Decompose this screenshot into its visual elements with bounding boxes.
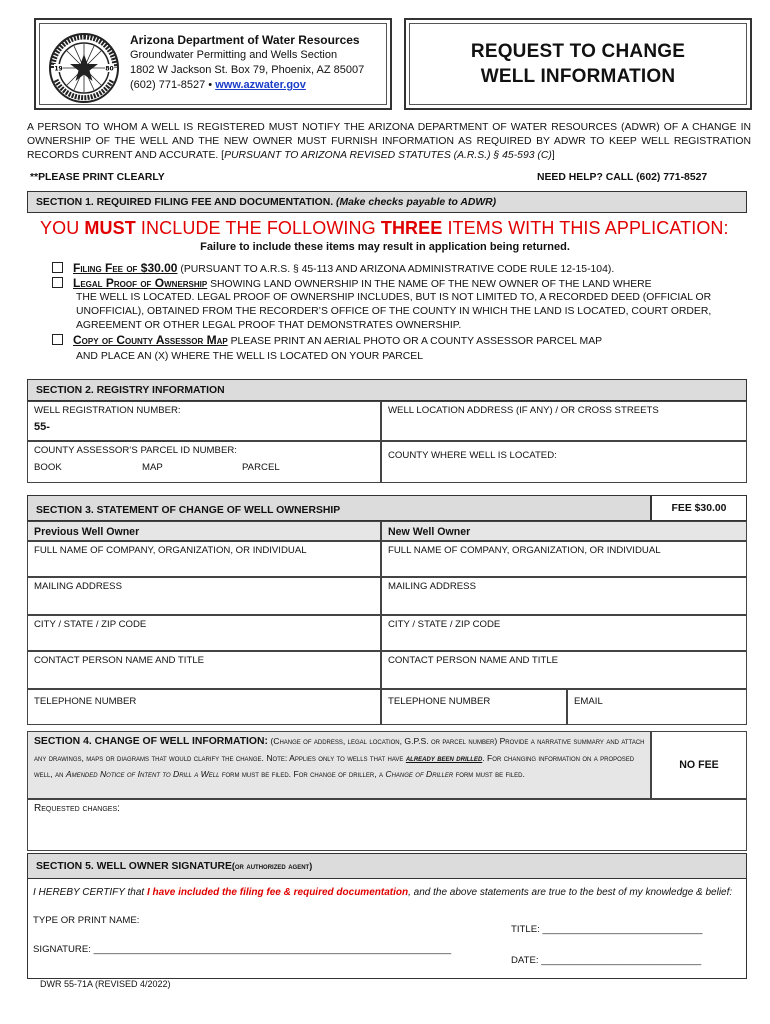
svg-text:19: 19 bbox=[54, 65, 63, 73]
new-owner-header: New Well Owner bbox=[381, 521, 747, 541]
title-field[interactable]: TITLE: ______________________________ bbox=[511, 924, 703, 935]
well-location-field[interactable]: WELL LOCATION ADDRESS (IF ANY) / OR CROSS STREETS bbox=[381, 401, 747, 441]
new-contact-field[interactable]: CONTACT PERSON NAME AND TITLE bbox=[381, 651, 747, 689]
must-include-heading: YOU MUST INCLUDE THE FOLLOWING THREE ITEMS WITH THIS APPLICATION: bbox=[40, 218, 729, 238]
certification-statement: I HEREBY CERTIFY that I have included the filing fee & required documentation, and the above statements are true to the best of my knowledge & belief: bbox=[33, 887, 733, 898]
assessor-map-checkbox[interactable] bbox=[52, 334, 63, 345]
adwr-seal-logo bbox=[48, 32, 120, 104]
agency-phone: (602) 771-8527 • bbox=[130, 79, 213, 91]
well-registration-prefix: 55- bbox=[34, 421, 50, 433]
new-email-field[interactable]: EMAIL bbox=[567, 689, 747, 725]
new-phone-field[interactable]: TELEPHONE NUMBER bbox=[381, 689, 567, 725]
parcel-map-label: MAP bbox=[142, 462, 163, 473]
county-field[interactable]: COUNTY WHERE WELL IS LOCATED: bbox=[381, 441, 747, 483]
item-assessor-map: Copy of County Assessor Map PLEASE PRINT AN AERIAL PHOTO OR A COUNTY ASSESSOR PARCEL MAP bbox=[52, 333, 742, 349]
agency-section: Groundwater Permitting and Wells Section bbox=[130, 49, 338, 61]
legal-proof-checkbox[interactable] bbox=[52, 277, 63, 288]
form-title-line2: WELL INFORMATION bbox=[480, 66, 676, 87]
prev-contact-field[interactable]: CONTACT PERSON NAME AND TITLE bbox=[27, 651, 381, 689]
well-registration-field[interactable]: WELL REGISTRATION NUMBER: 55- bbox=[27, 401, 381, 441]
assessor-map-detail: AND PLACE AN (X) WHERE THE WELL IS LOCATED ON YOUR PARCEL bbox=[76, 351, 424, 362]
form-title-box bbox=[404, 18, 752, 110]
print-clearly-note: **PLEASE PRINT CLEARLY bbox=[30, 172, 165, 183]
form-title-line1: REQUEST TO CHANGE bbox=[470, 41, 686, 62]
agency-address: 1802 W Jackson St. Box 79, Phoenix, AZ 85007 bbox=[130, 64, 365, 76]
legal-proof-detail: THE WELL IS LOCATED. LEGAL PROOF OF OWNERSHIP INCLUDES, BUT IS NOT LIMITED TO, A RECORDED DEED (OFFICIAL OR UNOFFICIAL), OBTAINED FROM THE RECORDER’S OFFICE OF THE COUNTY IN WHICH THE LAND IS LOCATED, COURT ORDER, AGREEMENT OR OTHER LEGAL PROOF THAT DEMONSTRATES OWNERSHIP. bbox=[76, 292, 712, 331]
section4-no-fee: NO FEE bbox=[651, 731, 747, 799]
agency-name: Arizona Department of Water Resources bbox=[130, 33, 360, 47]
date-field[interactable]: DATE: ______________________________ bbox=[511, 955, 702, 966]
parcel-number-label: PARCEL bbox=[242, 462, 280, 473]
new-mailing-field[interactable]: MAILING ADDRESS bbox=[381, 577, 747, 615]
previous-owner-header: Previous Well Owner bbox=[27, 521, 381, 541]
svg-text:80: 80 bbox=[105, 65, 114, 73]
failure-warning: Failure to include these items may result in application being returned. bbox=[200, 241, 570, 253]
filing-fee-checkbox[interactable] bbox=[52, 262, 63, 273]
intro-paragraph: A PERSON TO WHOM A WELL IS REGISTERED MUST NOTIFY THE ARIZONA DEPARTMENT OF WATER RESOURCES (ADWR) OF A CHANGE IN OWNERSHIP OF THE WELL AND THE NEW OWNER MUST FURNISH INFORMATION AS REQUIRED BY ADWR TO KEEP WELL REGISTRATION RECORDS CURRENT AND ACCURATE. [PURSUANT TO ARIZONA REVISED STATUTES (A.R.S.) § 45-593 (C)] bbox=[27, 122, 751, 161]
item-filing-fee: Filing Fee of $30.00 (PURSUANT TO A.R.S. § 45-113 AND ARIZONA ADMINISTRATIVE CODE RULE 12-15-104). bbox=[52, 261, 742, 277]
signature-field[interactable]: SIGNATURE: ___________________________________________________________________ bbox=[33, 944, 452, 955]
parcel-book-label: BOOK bbox=[34, 462, 62, 473]
prev-phone-field[interactable]: TELEPHONE NUMBER bbox=[27, 689, 381, 725]
section2-header: SECTION 2. REGISTRY INFORMATION bbox=[27, 379, 747, 401]
help-phone: NEED HELP? CALL (602) 771-8527 bbox=[537, 172, 708, 183]
prev-mailing-field[interactable]: MAILING ADDRESS bbox=[27, 577, 381, 615]
section3-fee: FEE $30.00 bbox=[651, 495, 747, 521]
form-revision-footer: DWR 55-71A (REVISED 4/2022) bbox=[40, 979, 171, 989]
prev-city-field[interactable]: CITY / STATE / ZIP CODE bbox=[27, 615, 381, 651]
section1-header: SECTION 1. REQUIRED FILING FEE AND DOCUMENTATION. (Make checks payable to ADWR) bbox=[27, 191, 747, 213]
parcel-id-field[interactable]: COUNTY ASSESSOR’S PARCEL ID NUMBER: BOOK MAP PARCEL bbox=[27, 441, 381, 483]
prev-full-name-field[interactable]: FULL NAME OF COMPANY, ORGANIZATION, OR INDIVIDUAL bbox=[27, 541, 381, 577]
new-city-field[interactable]: CITY / STATE / ZIP CODE bbox=[381, 615, 747, 651]
section3-header: SECTION 3. STATEMENT OF CHANGE OF WELL OWNERSHIP bbox=[27, 495, 651, 521]
requested-changes-field[interactable]: Requested changes: bbox=[27, 799, 747, 851]
type-name-label: TYPE OR PRINT NAME: bbox=[33, 915, 140, 926]
section4-instructions: SECTION 4. CHANGE OF WELL INFORMATION: (Change of address, legal location, G.P.S. or parcel number) Provide a narrative summary and attach any drawings, maps or diagrams that would clarify the change. Note: Applies only to wells that have already been drilled. For changing information on a proposed well, an Amended Notice of Intent to Drill a Well form must be filed. For change of driller, a Change of Driller form must be filed. bbox=[27, 731, 651, 799]
agency-header-box bbox=[34, 18, 392, 110]
section5-header: SECTION 5. WELL OWNER SIGNATURE (or authorized agent) bbox=[27, 853, 747, 879]
item-legal-proof: Legal Proof of Ownership SHOWING LAND OWNERSHIP IN THE NAME OF THE NEW OWNER OF THE LAND WHERE bbox=[52, 276, 742, 292]
agency-website-link[interactable]: www.azwater.gov bbox=[215, 79, 306, 91]
new-full-name-field[interactable]: FULL NAME OF COMPANY, ORGANIZATION, OR INDIVIDUAL bbox=[381, 541, 747, 577]
